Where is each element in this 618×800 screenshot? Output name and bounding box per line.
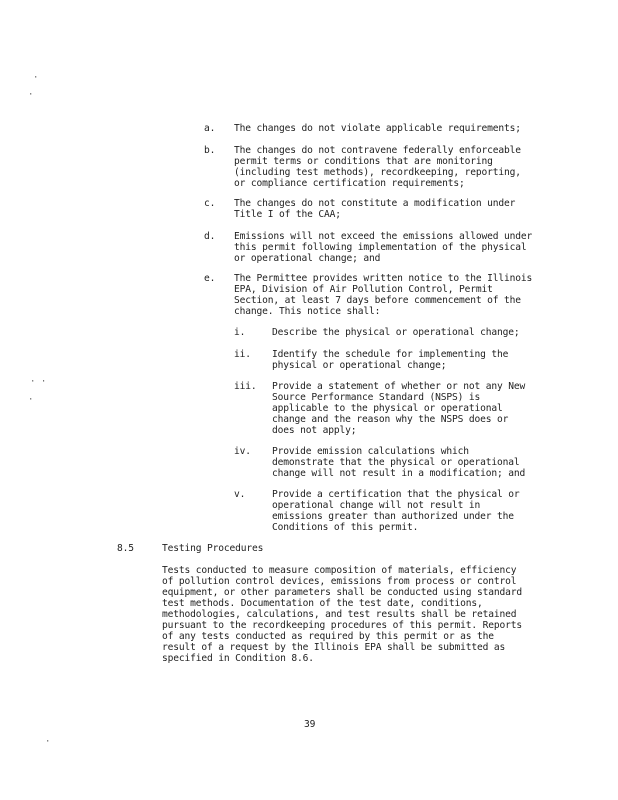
item-c-line: The changes do not constitute a modification under (234, 198, 516, 209)
subitem-v-line: Conditions of this permit. (272, 522, 419, 533)
subitem-iv-line: Provide emission calculations which (272, 446, 469, 457)
section-body-line: specified in Condition 8.6. (162, 653, 314, 664)
item-marker-e: e. (204, 273, 216, 284)
section-body-line: methodologies, calculations, and test results shall be retained (162, 609, 517, 620)
scan-speck: · (28, 90, 34, 100)
section-body-line: Tests conducted to measure composition of materials, efficiency (162, 565, 517, 576)
item-b-line: (including test methods), recordkeeping, reporting, (234, 167, 521, 178)
item-d-line: or operational change; and (234, 253, 381, 264)
scan-speck: · · (30, 377, 47, 387)
item-b-line: permit terms or conditions that are monitoring (234, 156, 493, 167)
subitem-ii-line: physical or operational change; (272, 360, 447, 371)
section-body-line: test methods. Documentation of the test date, conditions, (162, 598, 483, 609)
item-d-line: Emissions will not exceed the emissions allowed under (234, 231, 533, 242)
subitem-iv-line: demonstrate that the physical or operational (272, 457, 520, 468)
item-b-line: The changes do not contravene federally enforceable (234, 145, 521, 156)
subitem-iii-line: Provide a statement of whether or not any New (272, 381, 526, 392)
scan-speck: · (28, 395, 34, 405)
item-e-line: change. This notice shall: (234, 306, 381, 317)
item-marker-a: a. (204, 123, 216, 134)
subitem-marker-ii: ii. (234, 349, 251, 360)
subitem-v-line: operational change will not result in (272, 500, 481, 511)
subitem-iii-line: applicable to the physical or operational (272, 403, 503, 414)
subitem-ii-line: Identify the schedule for implementing the (272, 349, 509, 360)
subitem-marker-iv: iv. (234, 446, 251, 457)
subitem-i-line: Describe the physical or operational change; (272, 327, 520, 338)
subitem-v-line: Provide a certification that the physical or (272, 489, 520, 500)
subitem-marker-i: i. (234, 327, 246, 338)
section-number: 8.5 (117, 543, 134, 554)
item-marker-c: c. (204, 198, 216, 209)
scan-speck: · (33, 73, 39, 83)
subitem-iii-line: Source Performance Standard (NSPS) is (272, 392, 481, 403)
section-body-line: of pollution control devices, emissions from process or control (162, 576, 517, 587)
subitem-marker-iii: iii. (234, 381, 257, 392)
item-e-line: Section, at least 7 days before commencement of the (234, 295, 521, 306)
item-marker-d: d. (204, 231, 216, 242)
section-title: Testing Procedures (162, 543, 264, 554)
item-c-line: Title I of the CAA; (234, 209, 341, 220)
item-d-line: this permit following implementation of the physical (234, 242, 527, 253)
item-e-line: EPA, Division of Air Pollution Control, Permit (234, 284, 493, 295)
scan-speck: · (45, 737, 51, 747)
section-body-line: pursuant to the recordkeeping procedures of this permit. Reports (162, 620, 523, 631)
subitem-iii-line: change and the reason why the NSPS does or (272, 414, 509, 425)
subitem-v-line: emissions greater than authorized under the (272, 511, 514, 522)
item-e-line: The Permittee provides written notice to the Illinois (234, 273, 533, 284)
section-body-line: of any tests conducted as required by this permit or as the (162, 631, 494, 642)
item-b-line: or compliance certification requirements; (234, 178, 465, 189)
section-body-line: equipment, or other parameters shall be conducted using standard (162, 587, 523, 598)
item-a-line: The changes do not violate applicable requirements; (234, 123, 521, 134)
subitem-iv-line: change will not result in a modification; and (272, 468, 526, 479)
item-marker-b: b. (204, 145, 216, 156)
section-body-line: result of a request by the Illinois EPA shall be submitted as (162, 642, 506, 653)
page-number: 39 (304, 719, 316, 730)
subitem-iii-line: does not apply; (272, 425, 357, 436)
subitem-marker-v: v. (234, 489, 246, 500)
